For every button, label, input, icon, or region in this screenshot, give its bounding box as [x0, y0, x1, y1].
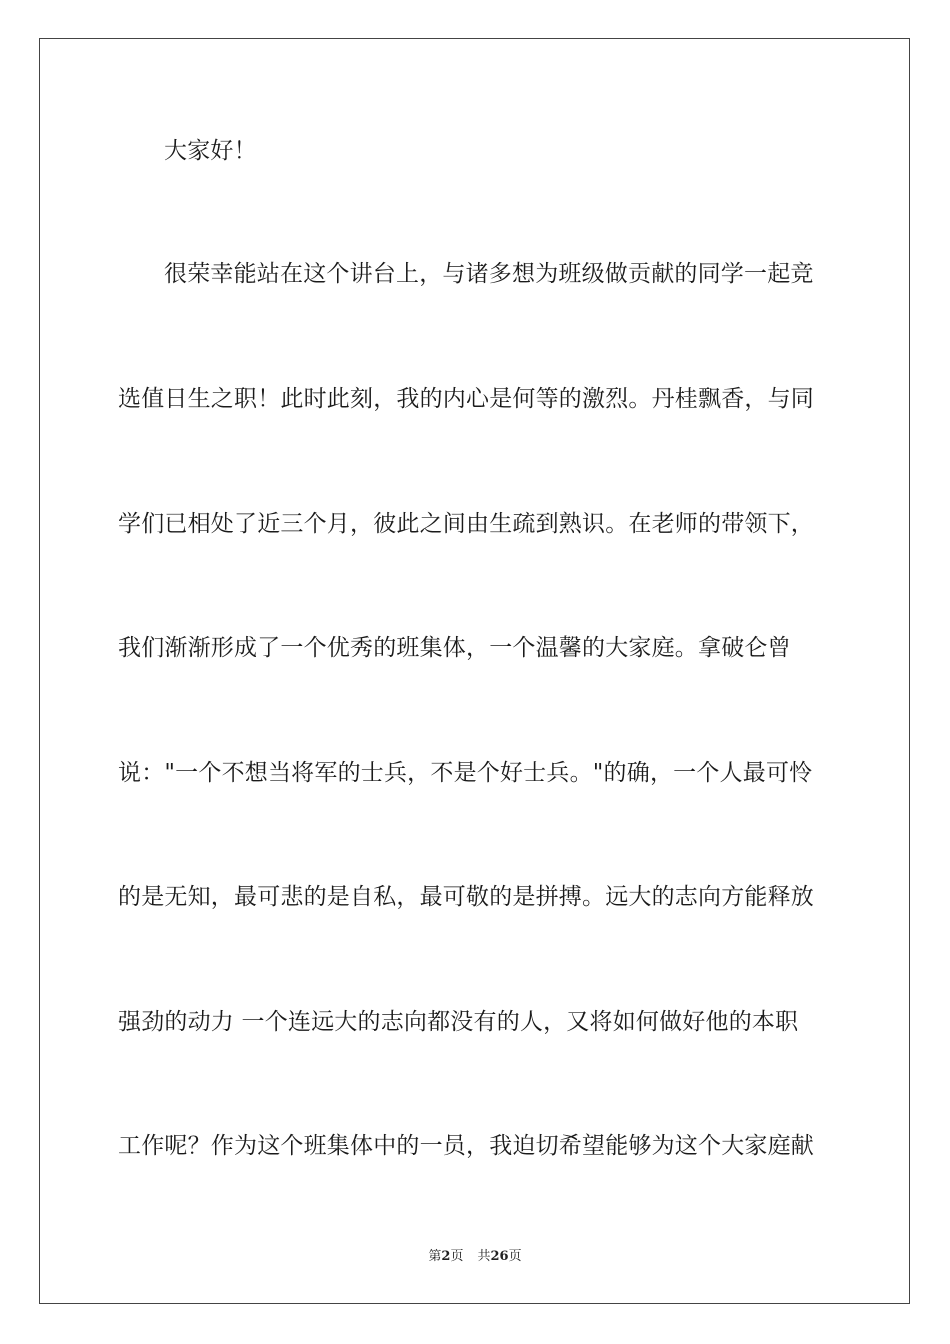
page-label-prefix: 第 [428, 1249, 442, 1264]
paragraph-line-8: 工作呢？作为这个班集体中的一员，我迫切希望能够为这个大家庭献 [118, 1133, 814, 1159]
paragraph-line-4: 我们渐渐形成了一个优秀的班集体，一个温馨的大家庭。拿破仑曾 [118, 635, 791, 661]
total-label-prefix: 共 [477, 1249, 491, 1264]
paragraph-line-6: 的是无知，最可悲的是自私，最可敬的是拼搏。远大的志向方能释放 [118, 884, 814, 910]
page-footer [0, 1248, 950, 1266]
paragraph-line-7: 强劲的动力 一个连远大的志向都没有的人，又将如何做好他的本职 [118, 1009, 799, 1035]
paragraph-line-1: 很荣幸能站在这个讲台上，与诸多想为班级做贡献的同学一起竞 [164, 261, 814, 287]
total-pages: 26 [490, 1249, 509, 1264]
paragraph-line-3: 学们已相处了近三个月，彼此之间由生疏到熟识。在老师的带领下， [118, 511, 814, 537]
total-label-suffix: 页 [508, 1249, 522, 1264]
page-label-suffix: 页 [450, 1249, 464, 1264]
paragraph-line-5: 说："一个不想当将军的士兵，不是个好士兵。"的确，一个人最可怜 [118, 760, 813, 786]
greeting-line: 大家好！ [164, 138, 257, 164]
paragraph-line-2: 选值日生之职！此时此刻，我的内心是何等的激烈。丹桂飘香，与同 [118, 386, 814, 412]
page-number: 2 [441, 1249, 451, 1264]
page-border [39, 38, 910, 1304]
